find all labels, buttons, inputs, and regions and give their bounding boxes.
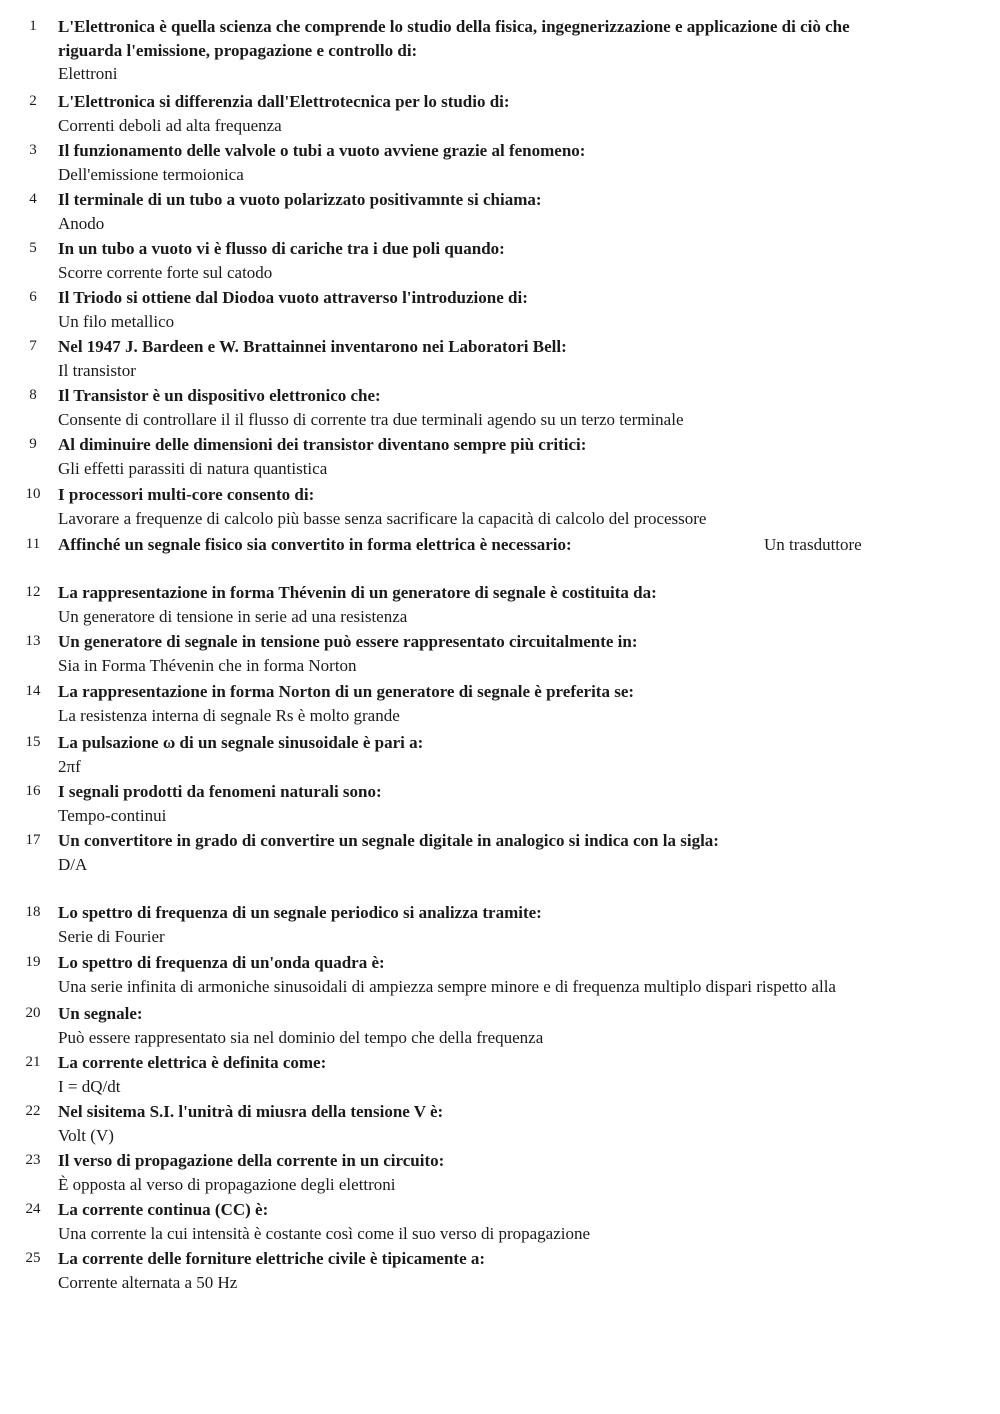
question-number: 2: [29, 93, 37, 109]
question-number: 14: [25, 683, 41, 699]
answer-text: Un filo metallico: [58, 311, 175, 331]
answer-text: Volt (V): [58, 1125, 114, 1145]
question-text: Al diminuire delle dimensioni dei transistor diventano sempre più critici:: [58, 435, 587, 454]
question-text: Affinché un segnale fisico sia convertito in forma elettrica è necessario:: [58, 535, 572, 554]
question-number: 6: [29, 289, 37, 305]
answer-text: Una corrente la cui intensità è costante così come il suo verso di propagazione: [58, 1223, 591, 1243]
question-number: 1: [29, 18, 37, 34]
question-text: La rappresentazione in forma Thévenin di un generatore di segnale è costituita da:: [58, 583, 657, 602]
answer-text: È opposta al verso di propagazione degli elettroni: [58, 1174, 396, 1194]
answer-text: Lavorare a frequenze di calcolo più basse senza sacrificare la capacità di calcolo del processore: [58, 508, 707, 528]
answer-text: D/A: [58, 854, 88, 874]
answer-text: Consente di controllare il il flusso di corrente tra due terminali agendo su un terzo terminale: [58, 409, 684, 429]
question-number: 13: [25, 633, 41, 649]
question-text: I processori multi-core consento di:: [58, 485, 315, 504]
question-text: L'Elettronica si differenzia dall'Elettrotecnica per lo studio di:: [58, 92, 510, 111]
answer-text: Dell'emissione termoionica: [58, 164, 244, 184]
answer-text: I = dQ/dt: [58, 1076, 121, 1096]
answer-text: Correnti deboli ad alta frequenza: [58, 115, 282, 135]
question-text: Il funzionamento delle valvole o tubi a vuoto avviene grazie al fenomeno:: [58, 141, 586, 160]
question-text: Lo spettro di frequenza di un segnale periodico si analizza tramite:: [58, 903, 542, 922]
question-text: La corrente elettrica è definita come:: [58, 1053, 327, 1072]
question-text: Il Triodo si ottiene dal Diodoa vuoto attraverso l'introduzione di:: [58, 288, 528, 307]
question-number: 5: [29, 240, 37, 256]
question-number: 18: [25, 904, 41, 920]
question-text: Nel 1947 J. Bardeen e W. Brattainnei inventarono nei Laboratori Bell:: [58, 337, 567, 356]
question-text: Lo spettro di frequenza di un'onda quadra è:: [58, 953, 385, 972]
question-number: 12: [25, 584, 41, 600]
question-number: 7: [29, 338, 37, 354]
answer-text: Scorre corrente forte sul catodo: [58, 262, 273, 282]
answer-text: Sia in Forma Thévenin che in forma Norton: [58, 655, 357, 675]
question-text: Il verso di propagazione della corrente in un circuito:: [58, 1151, 445, 1170]
answer-text: Gli effetti parassiti di natura quantistica: [58, 458, 328, 478]
answer-text: Elettroni: [58, 64, 118, 83]
question-text: I segnali prodotti da fenomeni naturali sono:: [58, 782, 382, 801]
question-number: 4: [29, 191, 37, 207]
question-text: La rappresentazione in forma Norton di un generatore di segnale è preferita se:: [58, 682, 635, 701]
question-number: 20: [25, 1005, 41, 1021]
question-number: 21: [25, 1054, 41, 1070]
question-number: 23: [25, 1152, 41, 1168]
question-text: La corrente delle forniture elettriche civile è tipicamente a:: [58, 1249, 486, 1268]
question-number: 17: [25, 832, 41, 848]
question-text: Il Transistor è un dispositivo elettronico che:: [58, 386, 381, 405]
answer-text: Un generatore di tensione in serie ad una resistenza: [58, 606, 408, 626]
answer-text: Tempo-continui: [58, 805, 167, 825]
question-text: Nel sisitema S.I. l'unitrà di miusra della tensione V è:: [58, 1102, 444, 1121]
question-number: 9: [29, 436, 37, 452]
question-number: 8: [29, 387, 37, 403]
question-text: In un tubo a vuoto vi è flusso di cariche tra i due poli quando:: [58, 239, 505, 258]
answer-text: 2πf: [58, 756, 81, 776]
question-number: 22: [25, 1103, 41, 1119]
question-text: Un convertitore in grado di convertire un segnale digitale in analogico si indica con la sigla:: [58, 831, 719, 850]
question-number: 16: [25, 783, 41, 799]
question-text: Un generatore di segnale in tensione può essere rappresentato circuitalmente in:: [58, 632, 638, 651]
question-number: 10: [25, 486, 41, 502]
answer-text: Il transistor: [58, 360, 136, 380]
question-number: 3: [29, 142, 37, 158]
question-number: 15: [25, 734, 41, 750]
question-text: Il terminale di un tubo a vuoto polarizzato positivamnte si chiama:: [58, 190, 542, 209]
question-text: La corrente continua (CC) è:: [58, 1200, 269, 1219]
answer-text: Serie di Fourier: [58, 926, 165, 946]
answer-text: Anodo: [58, 213, 105, 233]
question-number: 25: [25, 1250, 41, 1266]
answer-text: Un trasduttore: [764, 535, 862, 554]
question-text: La pulsazione ω di un segnale sinusoidale è pari a:: [58, 733, 424, 752]
question-text: L'Elettronica è quella scienza che comprende lo studio della fisica, ingegnerizzazione e applicazione di ciò che riguarda l'emissione, propagazione e controllo di:: [58, 17, 850, 60]
question-number: 19: [25, 954, 41, 970]
question-number: 11: [25, 536, 41, 552]
answer-text: Corrente alternata a 50 Hz: [58, 1272, 238, 1292]
answer-text: Può essere rappresentato sia nel dominio del tempo che della frequenza: [58, 1027, 544, 1047]
question-number: 24: [25, 1201, 41, 1217]
question-text: Un segnale:: [58, 1004, 143, 1023]
answer-text: Una serie infinita di armoniche sinusoidali di ampiezza sempre minore e di frequenza multiplo dispari rispetto alla: [58, 976, 836, 996]
answer-text: La resistenza interna di segnale Rs è molto grande: [58, 705, 400, 725]
